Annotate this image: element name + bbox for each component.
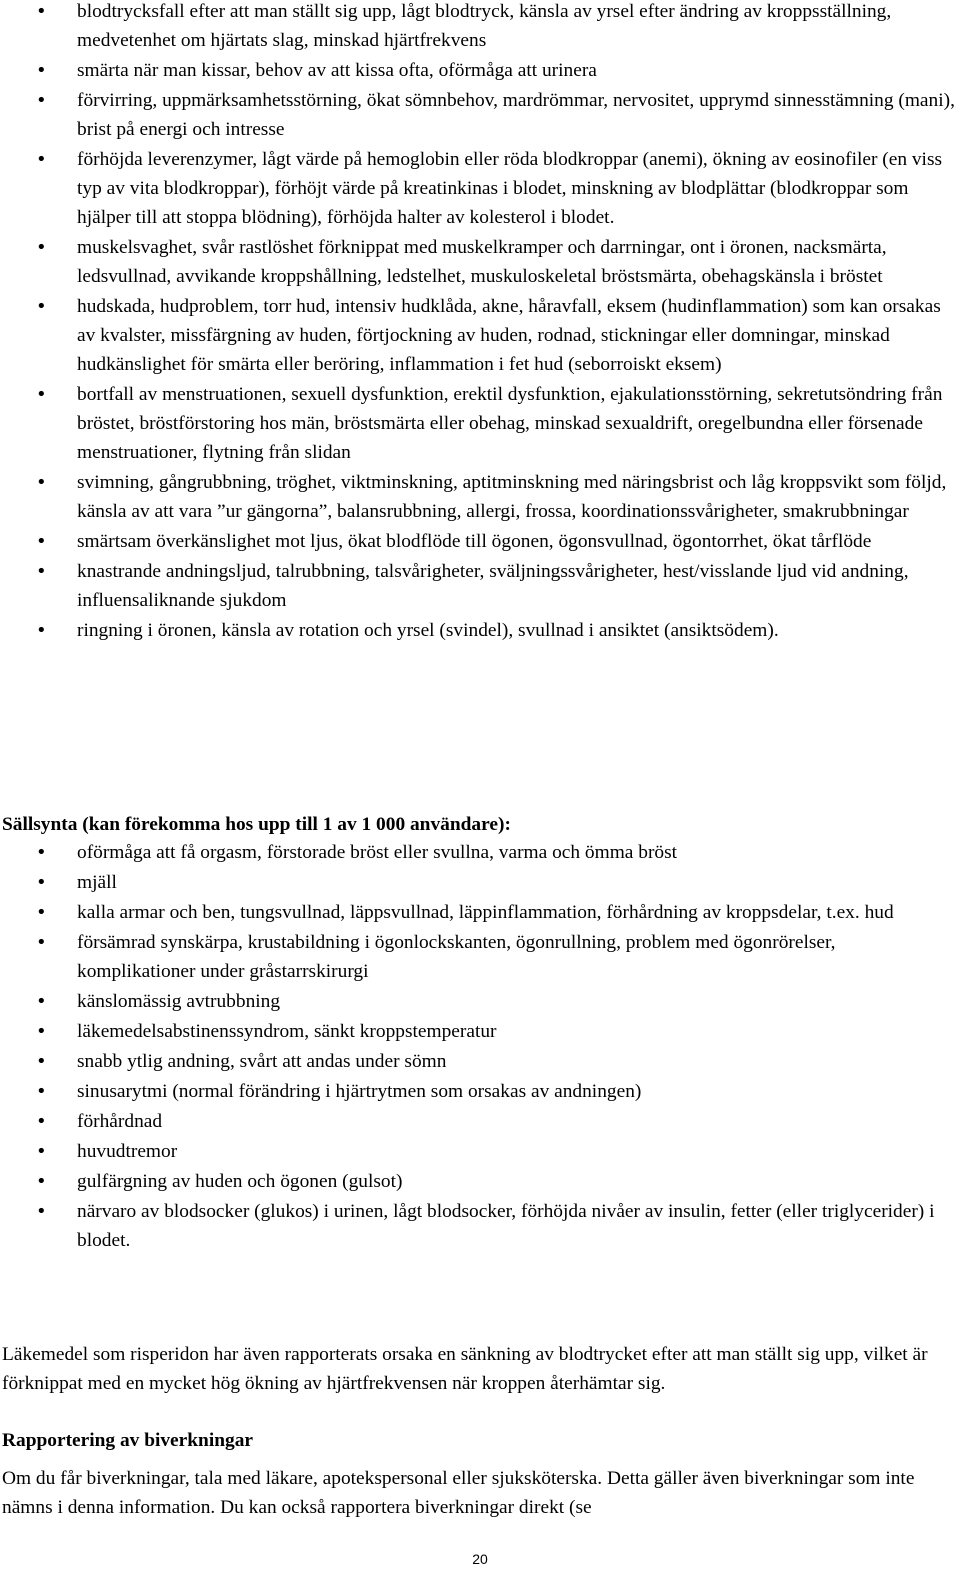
list-item: • smärtsam överkänslighet mot ljus, ökat blodflöde till ögonen, ögonsvullnad, ögontorrhet, ökat tårflöde <box>0 527 960 556</box>
list-item: • förhårdnad <box>0 1107 960 1136</box>
list-item: • förhöjda leverenzymer, lågt värde på hemoglobin eller röda blodkroppar (anemi), ökning av eosinofiler (en viss typ av vita blodkroppar), förhöjt värde på kreatinkinas i blodet, minskning av blodplättar (blodkroppar som hjälper till att stoppa blödning), förhöjda halter av kolesterol i blodet. <box>0 145 960 232</box>
common-side-effects-list <box>0 0 960 646</box>
list-item: • snabb ytlig andning, svårt att andas under sömn <box>0 1047 960 1076</box>
list-item: • närvaro av blodsocker (glukos) i urinen, lågt blodsocker, förhöjda nivåer av insulin, fetter (eller triglycerider) i blodet. <box>0 1197 960 1255</box>
list-item: • svimning, gångrubbning, tröghet, viktminskning, aptitminskning med näringsbrist och låg kroppsvikt som följd, känsla av att vara ”ur gängorna”, balansrubbning, allergi, frossa, koordinationssvårigheter, smakrubbningar <box>0 468 960 526</box>
list-item: • känslomässig avtrubbning <box>0 987 960 1016</box>
page-number: 20 <box>472 1551 488 1567</box>
list-item: • bortfall av menstruationen, sexuell dysfunktion, erektil dysfunktion, ejakulationsstörning, sekretutsöndring från bröstet, bröstförstoring hos män, bröstsmärta eller obehag, minskad sexualdrift, oregelbundna eller försenade menstruationer, flytning från slidan <box>0 380 960 467</box>
list-item: • blodtrycksfall efter att man ställt sig upp, lågt blodtryck, känsla av yrsel efter ändring av kroppsställning, medvetenhet om hjärtats slag, minskad hjärtfrekvens <box>0 0 960 55</box>
list-item: • oförmåga att få orgasm, förstorade bröst eller svullna, varma och ömma bröst <box>0 838 960 867</box>
list-item: • kalla armar och ben, tungsvullnad, läppsvullnad, läppinflammation, förhårdning av kroppsdelar, t.ex. hud <box>0 898 960 927</box>
list-item: • gulfärgning av huden och ögonen (gulsot) <box>0 1167 960 1196</box>
list-item: • försämrad synskärpa, krustabildning i ögonlockskanten, ögonrullning, problem med ögonrörelser, komplikationer under gråstarrskirurgi <box>0 928 960 986</box>
list-item: • hudskada, hudproblem, torr hud, intensiv hudklåda, akne, håravfall, eksem (hudinflammation) som kan orsakas av kvalster, missfärgning av huden, förtjockning av huden, rodnad, stickningar eller domningar, minskad hudkänslighet för smärta eller beröring, inflammation i fet hud (seborroiskt eksem) <box>0 292 960 379</box>
reporting-paragraph: Om du får biverkningar, tala med läkare, apotekspersonal eller sjuksköterska. Detta gäller även biverkningar som inte nämns i denna information. Du kan också rapportera biverkningar direkt (se <box>2 1468 915 1518</box>
list-item: • ringning i öronen, känsla av rotation och yrsel (svindel), svullnad i ansiktet (ansiktsödem). <box>0 616 960 645</box>
blood-pressure-paragraph: Läkemedel som risperidon har även rapporterats orsaka en sänkning av blodtrycket efter att man ställt sig upp, vilket är förknippat med en mycket hög ökning av hjärtfrekvensen när kroppen återhämtar sig. <box>2 1344 928 1394</box>
reporting-heading: Rapportering av biverkningar <box>2 1430 254 1451</box>
rare-side-effects-heading: Sällsynta (kan förekomma hos upp till 1 av 1 000 användare): <box>2 814 511 835</box>
list-item: • smärta när man kissar, behov av att kissa ofta, oförmåga att urinera <box>0 56 960 85</box>
list-item: • muskelsvaghet, svår rastlöshet förknippat med muskelkramper och darrningar, ont i öronen, nacksmärta, ledsvullnad, avvikande kroppshållning, ledstelhet, muskuloskeletal bröstsmärta, obehagskänsla i bröstet <box>0 233 960 291</box>
list-item: • sinusarytmi (normal förändring i hjärtrytmen som orsakas av andningen) <box>0 1077 960 1106</box>
list-item: • mjäll <box>0 868 960 897</box>
list-item: • förvirring, uppmärksamhetsstörning, ökat sömnbehov, mardrömmar, nervositet, upprymd sinnesstämning (mani), brist på energi och intresse <box>0 86 960 144</box>
list-item: • knastrande andningsljud, talrubbning, talsvårigheter, sväljningssvårigheter, hest/visslande ljud vid andning, influensaliknande sjukdom <box>0 557 960 615</box>
list-item: • huvudtremor <box>0 1137 960 1166</box>
list-item: • läkemedelsabstinenssyndrom, sänkt kroppstemperatur <box>0 1017 960 1046</box>
rare-side-effects-list <box>0 838 960 1256</box>
